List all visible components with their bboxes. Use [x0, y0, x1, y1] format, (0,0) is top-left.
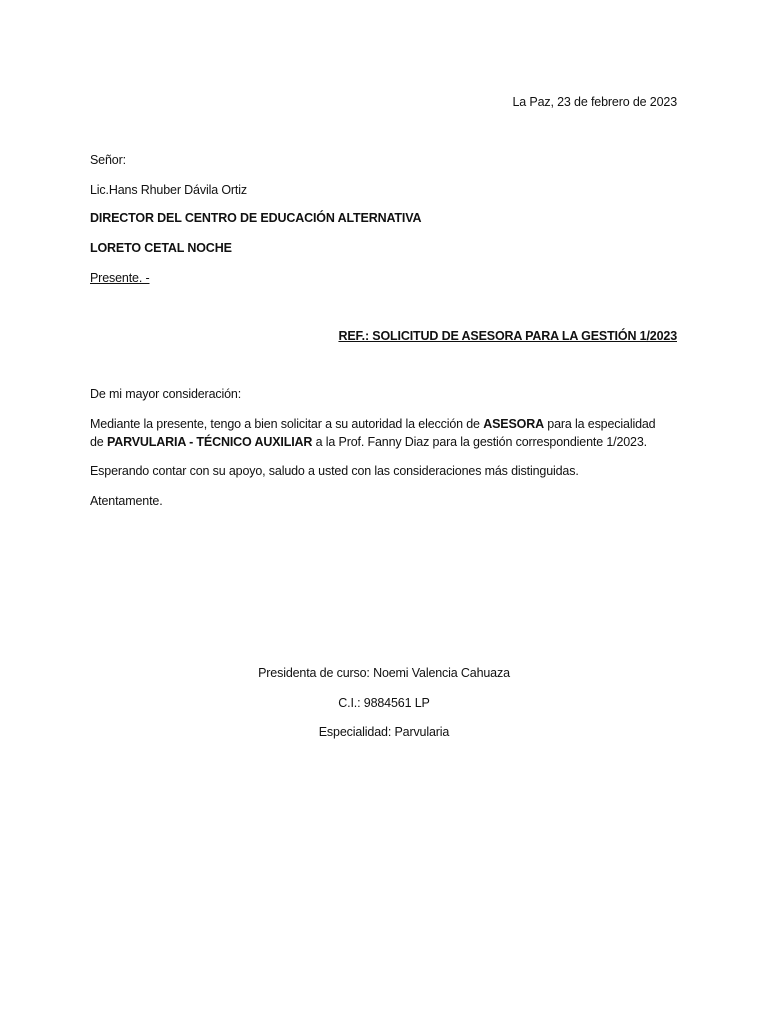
- body-paragraph-line-1: [90, 416, 655, 432]
- salutation: Señor:: [90, 153, 126, 167]
- body-text: Mediante la presente, tengo a bien solicitar a su autoridad la elección de: [90, 417, 484, 431]
- signature-ci: C.I.: 9884561 LP: [338, 696, 430, 710]
- reference-line: REF.: SOLICITUD DE ASESORA PARA LA GESTIÓN 1/2023: [338, 329, 677, 343]
- body-text: a la Prof. Fanny Diaz para la gestión correspondiente 1/2023.: [312, 435, 647, 449]
- greeting: De mi mayor consideración:: [90, 387, 242, 401]
- recipient-name: Lic.Hans Rhuber Dávila Ortiz: [90, 183, 247, 197]
- body-bold-text: PARVULARIA - TÉCNICO AUXILIAR: [106, 435, 313, 449]
- body-paragraph-line-2: [90, 434, 647, 450]
- closing: Atentamente.: [90, 494, 163, 508]
- place-date: La Paz, 23 de febrero de 2023: [512, 95, 677, 109]
- body-paragraph-2: Esperando contar con su apoyo, saludo a usted con las consideraciones más distinguidas.: [90, 464, 579, 478]
- recipient-institution: LORETO CETAL NOCHE: [90, 241, 232, 255]
- body-bold-text: ASESORA: [483, 417, 544, 431]
- recipient-title: DIRECTOR DEL CENTRO DE EDUCACIÓN ALTERNATIVA: [90, 211, 422, 225]
- presente-line: Presente. -: [90, 271, 150, 285]
- body-text: para la especialidad: [543, 417, 656, 431]
- body-text: de: [90, 435, 107, 449]
- signature-specialty: Especialidad: Parvularia: [318, 725, 450, 739]
- signature-name: Presidenta de curso: Noemi Valencia Cahuaza: [258, 666, 510, 680]
